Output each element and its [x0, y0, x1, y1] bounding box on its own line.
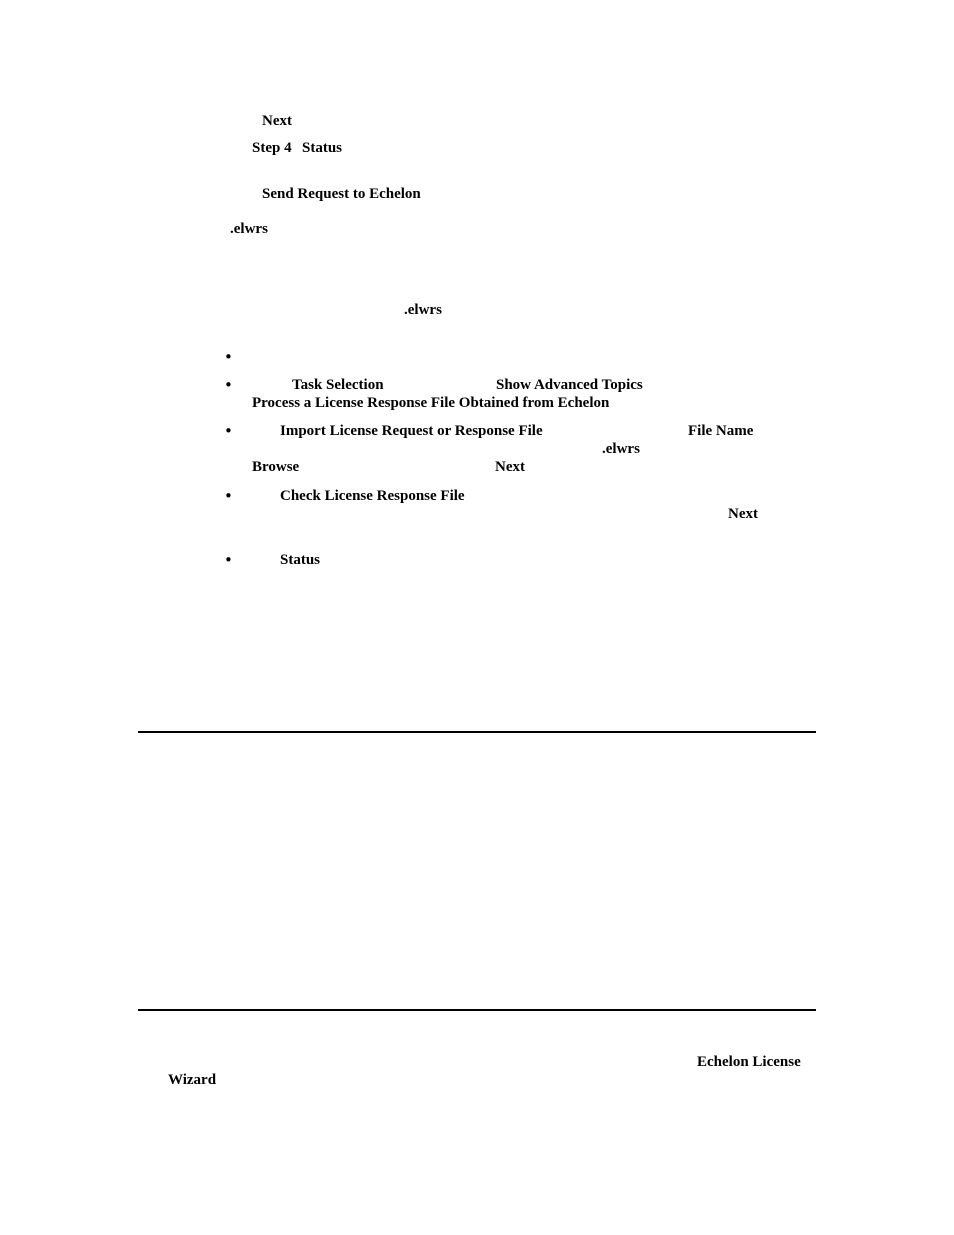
- next-label-1: Next: [262, 113, 292, 129]
- import-license-label: Import License Request or Response File: [280, 423, 543, 439]
- bullet-marker-5: •: [224, 551, 233, 569]
- elwrs-extension-2: .elwrs: [404, 302, 442, 318]
- next-label-2: Next: [495, 459, 525, 475]
- browse-label: Browse: [252, 459, 300, 475]
- status-label: Status: [280, 552, 321, 568]
- check-license-response-label: Check License Response File: [280, 488, 465, 504]
- process-license-response-label: Process a License Response File Obtained from Echelon: [252, 395, 610, 411]
- divider-top: [138, 731, 816, 733]
- bullet-marker-2: •: [224, 376, 233, 394]
- show-advanced-topics-label: Show Advanced Topics: [496, 377, 643, 393]
- next-label-3: Next: [728, 506, 758, 522]
- echelon-license-label: Echelon License: [697, 1054, 801, 1070]
- file-name-label: File Name: [688, 423, 754, 439]
- bullet-marker-3: •: [224, 422, 233, 440]
- step4-status-label: Status: [302, 140, 343, 156]
- divider-bottom: [138, 1009, 816, 1011]
- bullet-marker-4: •: [224, 487, 233, 505]
- bullet-marker-1: •: [224, 348, 233, 366]
- wizard-label: Wizard: [168, 1072, 217, 1088]
- elwrs-extension-1: .elwrs: [230, 221, 268, 237]
- step4-label: Step 4: [252, 140, 292, 156]
- elwrs-extension-3: .elwrs: [602, 441, 640, 457]
- task-selection-label: Task Selection: [292, 377, 384, 393]
- send-request-label: Send Request to Echelon: [262, 186, 421, 202]
